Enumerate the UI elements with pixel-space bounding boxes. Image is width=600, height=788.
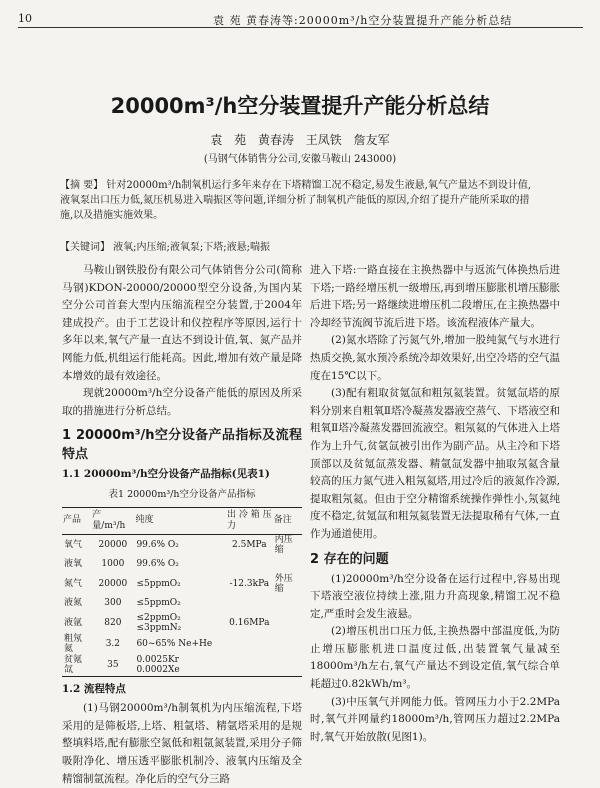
table-cell <box>273 634 302 655</box>
body-paragraph: (2)氮水塔除了污氮气外,增加一股纯氮气与水进行热质交换,氮水预冷系统冷却效果好,出空冷塔的空气温度在15℃以下。 <box>310 334 560 382</box>
table-body <box>62 534 302 676</box>
table-cell: 820 <box>104 617 122 628</box>
table-cell <box>226 634 273 655</box>
affiliation: (马钢气体销售分公司,安徽马鞍山 243000) <box>203 154 397 165</box>
table-cell: 内压缩 <box>274 534 293 556</box>
table-cell <box>273 595 302 613</box>
body-paragraph: (3)配有粗取贫氪氙和粗氖氦装置。贫氪氙塔的原料分别来自粗氧Ⅱ塔冷凝蒸发器液空蒸气、下塔液空和粗氧Ⅱ塔冷凝蒸发器回流液空。粗氖氦的气体进入上塔作为上升气,贫氩氙被引出作为副产品。从主冷和下塔顶部以及贫氪氙蒸发器、精氩氙发器中抽取氖氦含量较高的压力氮气进入粗氖氦塔,用过冷后的液氮作冷源,提取粗氖氦。但由于空分精馏系统操作弹性小,氖氦纯度不稳定,贫氪氙和粗氖氦装置无法提取稀有气体,一直作为通道使用。 <box>310 387 560 540</box>
table-cell: 氮气 <box>64 578 83 589</box>
table-cell: 2.5MPa <box>232 539 267 550</box>
table-header-row <box>62 507 302 534</box>
running-head: 袁 苑 黄春涛等:20000m³/h空分装置提升产能分析总结 <box>213 14 513 27</box>
right-column <box>310 262 560 746</box>
table-header-cell: 出冷箱压力 <box>226 507 273 534</box>
section-heading-1: 1 20000m³/h空分设备产品指标及流程特点 <box>62 428 302 463</box>
body-paragraph: (3)中压氧气并网能力低。管网压力小于2.2MPa时,氧气并网量约18000m³/h,管网压力超过2.2MPa时,氧气开始放散(见图1)。 <box>310 695 560 743</box>
table-row <box>62 574 302 595</box>
table-cell: 贫氪氙 <box>62 655 91 677</box>
page-number: 10 <box>18 12 32 25</box>
abstract: 【摘 要】 针对20000m³/h制氧机运行多年来存在下塔精馏工况不稳定,易发生液悬,氧气产量达不到设计值,液氧泵出口压力低,氮压机易进入喘振区等问题,详细分析了制氧机产能低的原因,介绍了提升产能所采取的措施,以及措施实施效果。 <box>60 180 532 221</box>
table-cell: ≤2ppmO₂ ≤3ppmN₂ <box>136 612 182 634</box>
table-cell: 300 <box>104 598 122 609</box>
table-cell: 液氧 <box>64 559 83 570</box>
table-cell: 外压缩 <box>274 573 293 595</box>
table-row <box>62 655 302 677</box>
body-paragraph: 进入下塔:一路直接在主换热器中与返流气体换热后进下塔;一路经增压机一级增压,再到增压膨胀机增压膨胀后进下塔;另一路继续进增压机二段增压,在主换热器中冷却经节流阀节流后进下塔。该流程液体产量大。 <box>310 264 560 329</box>
running-header <box>18 12 583 28</box>
table-row <box>62 613 302 634</box>
table-caption: 表1 20000m³/h空分设备产品指标 <box>108 488 256 500</box>
table-cell: 氧气 <box>64 539 83 550</box>
table-row <box>62 556 302 574</box>
table-cell: ≤5ppmO₂ <box>136 578 181 589</box>
subsection-heading-1-1: 1.1 20000m³/h空分设备产品指标(见表1) <box>62 468 270 481</box>
section-heading-2: 2 存在的问题 <box>310 551 389 567</box>
table-cell: 99.6% O₂ <box>136 539 179 550</box>
table-cell: 1000 <box>101 559 125 570</box>
table-cell: 99.6% O₂ <box>136 559 179 570</box>
process-paragraph: (1)马钢20000m³/h制氧机为内压缩流程,下塔采用的是筛板塔,上塔、粗氩塔、精氩塔采用的是规整填料塔,配有膨胀空氮低和粗氩氮装置,采用分子筛吸附净化、增压透平膨胀机制冷、液氧内压缩及全精馏制氩流程。净化后的空气分三路 <box>62 702 302 785</box>
table-cell: 粗氖氦 <box>64 633 83 655</box>
table-cell <box>273 613 302 634</box>
table-cell <box>273 556 302 574</box>
table-cell: 0.0025Kr 0.0002Xe <box>134 655 225 677</box>
left-column <box>62 262 302 788</box>
body-paragraph: (1)20000m³/h空分设备在运行过程中,容易出现下塔液空液位持续上涨,阻力升高现象,精馏工况不稳定,严重时会发生液悬。 <box>310 572 560 620</box>
subsection-heading-1-2: 1.2 流程特点 <box>62 682 126 695</box>
body-paragraph: (2)增压机出口压力低,主换热器中部温度低,为防止增压膨胀机进口温度过低,出装置氧气量减至18000m³/h左右,氧气产量达不到设定值,氧气综合单耗超过0.82kWh/m³。 <box>310 625 560 691</box>
table-cell: 20000 <box>98 578 128 589</box>
table-cell: -12.3kPa <box>229 578 270 589</box>
table-cell <box>226 655 273 677</box>
table-header-cell: 产品 <box>62 507 91 534</box>
table-row <box>62 634 302 655</box>
table-row <box>62 595 302 613</box>
table-cell <box>226 556 273 574</box>
table-cell: 60~65% Ne+He <box>136 638 213 649</box>
table-cell <box>226 595 273 613</box>
table-cell: 液氮 <box>64 598 83 609</box>
intro-paragraph: 马鞍山钢铁股份有限公司气体销售分公司(简称马钢)KDON-20000/20000型空分设备,为国内某空分公司首套大型内压缩流程空分装置,于2004年建成投产。由于工艺设计和仪控程序等原因,运行十多年以来,氧气产量一直达不到设计值,氧、氮产品并网能力低,机组运行能耗高。因此,增加有效产量是降本增效的最有效途径。 <box>62 264 302 382</box>
table-header-cell: 产量/m³/h <box>91 507 134 534</box>
author-list: 袁 苑 黄春涛 王凤铁 詹友军 <box>210 133 390 147</box>
intro-paragraph-2: 现就20000m³/h空分设备产能低的原因及所采取的措施进行分析总结。 <box>62 387 302 417</box>
paper-title: 20000m³/h空分装置提升产能分析总结 <box>110 94 490 118</box>
table-cell: 液氩 <box>64 617 83 628</box>
keywords: 【关键词】 液氧;内压缩;液氧泵;下塔;液悬;喘振 <box>60 242 271 253</box>
table-cell: 3.2 <box>105 638 121 649</box>
table-cell <box>273 655 302 677</box>
table-header-cell: 纯度 <box>134 507 225 534</box>
table-cell: 20000 <box>98 539 128 550</box>
table-cell: 35 <box>91 655 134 677</box>
table-header-cell: 备注 <box>273 507 302 534</box>
table-cell: 0.16MPa <box>229 617 270 628</box>
product-spec-table <box>62 507 302 677</box>
table-cell: ≤5ppmO₂ <box>136 598 181 609</box>
table-row <box>62 534 302 556</box>
